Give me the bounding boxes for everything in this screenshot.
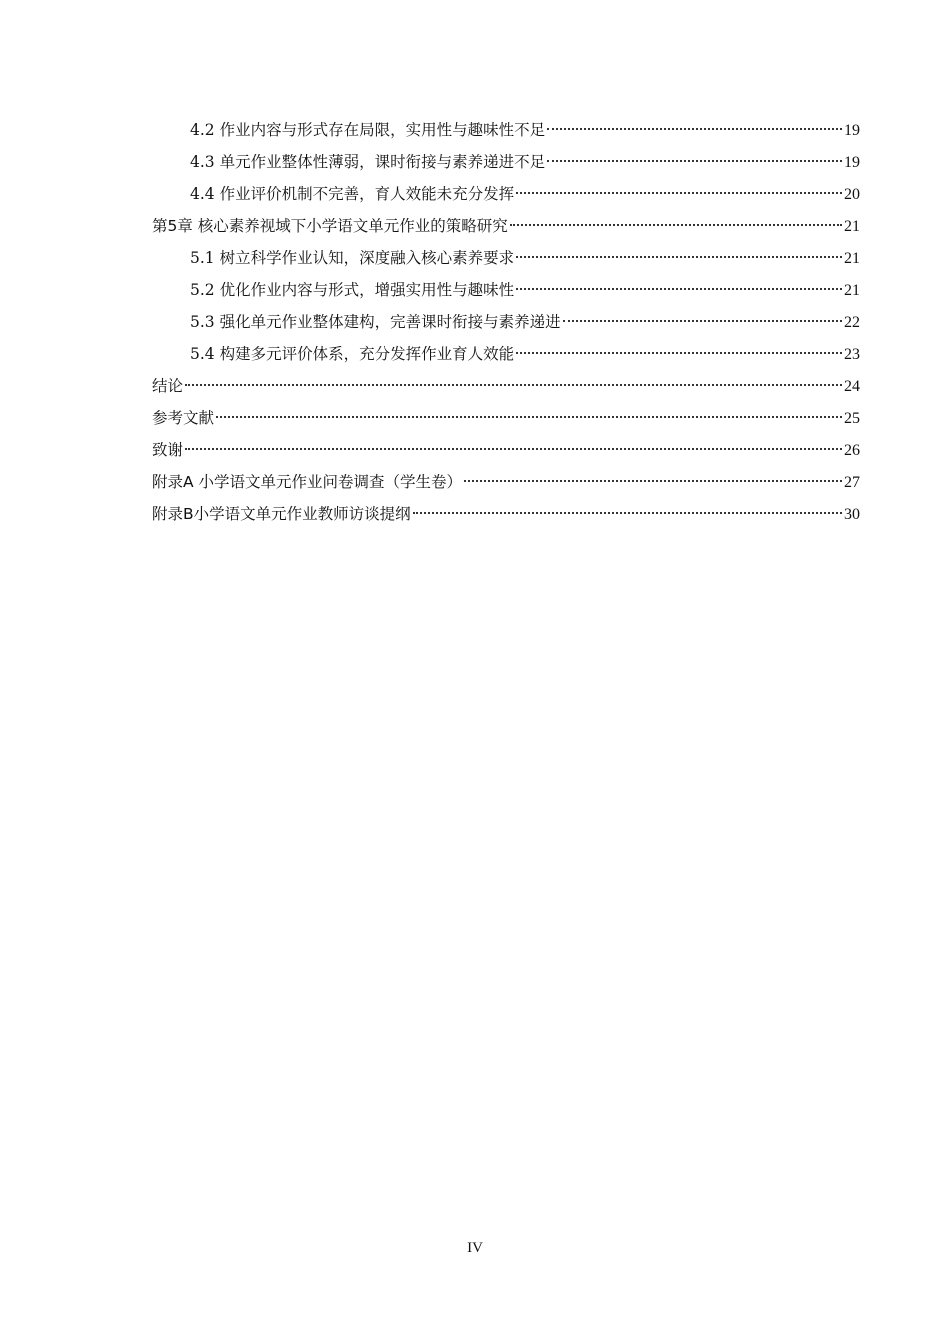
toc-entry-title: 4.3 单元作业整体性薄弱，课时衔接与素养递进不足 [190,153,546,171]
toc-leader-dots [563,319,842,322]
toc-entry[interactable] [152,242,860,274]
toc-leader-dots [216,415,842,418]
toc-entry-title: 5.3 强化单元作业整体建构，完善课时衔接与素养递进 [190,313,561,331]
toc-leader-dots [516,351,842,354]
table-of-contents [152,114,860,530]
toc-leader-dots [185,447,842,450]
toc-entry[interactable] [152,114,860,146]
toc-entry-title: 5.2 优化作业内容与形式，增强实用性与趣味性 [190,281,515,299]
toc-entry-page: 19 [844,122,860,139]
toc-entry[interactable] [152,338,860,370]
toc-entry-page: 19 [844,154,860,171]
toc-entry-title: 4.2 作业内容与形式存在局限，实用性与趣味性不足 [190,121,546,139]
toc-entry-page: 20 [844,186,860,203]
toc-entry-page: 24 [844,378,860,395]
page-number-footer: IV [467,1240,483,1256]
toc-leader-dots [510,223,842,226]
toc-entry-title: 第5章 核心素养视域下小学语文单元作业的策略研究 [152,217,508,235]
toc-entry-title: 附录A 小学语文单元作业问卷调查（学生卷） [152,473,463,491]
toc-entry[interactable] [152,210,860,242]
toc-entry[interactable] [152,146,860,178]
toc-entry-title: 结论 [152,377,184,395]
toc-entry[interactable] [152,370,860,402]
toc-entry-page: 30 [844,506,860,523]
toc-leader-dots [516,255,842,258]
toc-entry[interactable] [152,274,860,306]
toc-entry-title: 5.4 构建多元评价体系，充分发挥作业育人效能 [190,345,515,363]
toc-entry-title: 附录B小学语文单元作业教师访谈提纲 [152,505,411,523]
toc-entry[interactable] [152,178,860,210]
toc-entry-page: 21 [844,282,860,299]
toc-entry-page: 25 [844,410,860,427]
toc-leader-dots [516,287,842,290]
toc-entry-title: 参考文献 [152,409,215,427]
toc-entry-page: 23 [844,346,860,363]
toc-entry[interactable] [152,498,860,530]
toc-entry[interactable] [152,306,860,338]
toc-entry-page: 27 [844,474,860,491]
toc-entry-title: 致谢 [152,441,184,459]
toc-entry-page: 21 [844,250,860,267]
toc-entry[interactable] [152,434,860,466]
toc-leader-dots [464,479,842,482]
toc-entry-page: 26 [844,442,860,459]
toc-entry-title: 5.1 树立科学作业认知，深度融入核心素养要求 [190,249,515,267]
toc-entry-page: 21 [844,218,860,235]
toc-leader-dots [547,127,842,130]
toc-leader-dots [516,191,842,194]
toc-leader-dots [185,383,842,386]
toc-entry[interactable] [152,402,860,434]
toc-entry[interactable] [152,466,860,498]
toc-leader-dots [413,511,842,514]
toc-leader-dots [547,159,842,162]
toc-entry-title: 4.4 作业评价机制不完善，育人效能未充分发挥 [190,185,515,203]
toc-entry-page: 22 [844,314,860,331]
